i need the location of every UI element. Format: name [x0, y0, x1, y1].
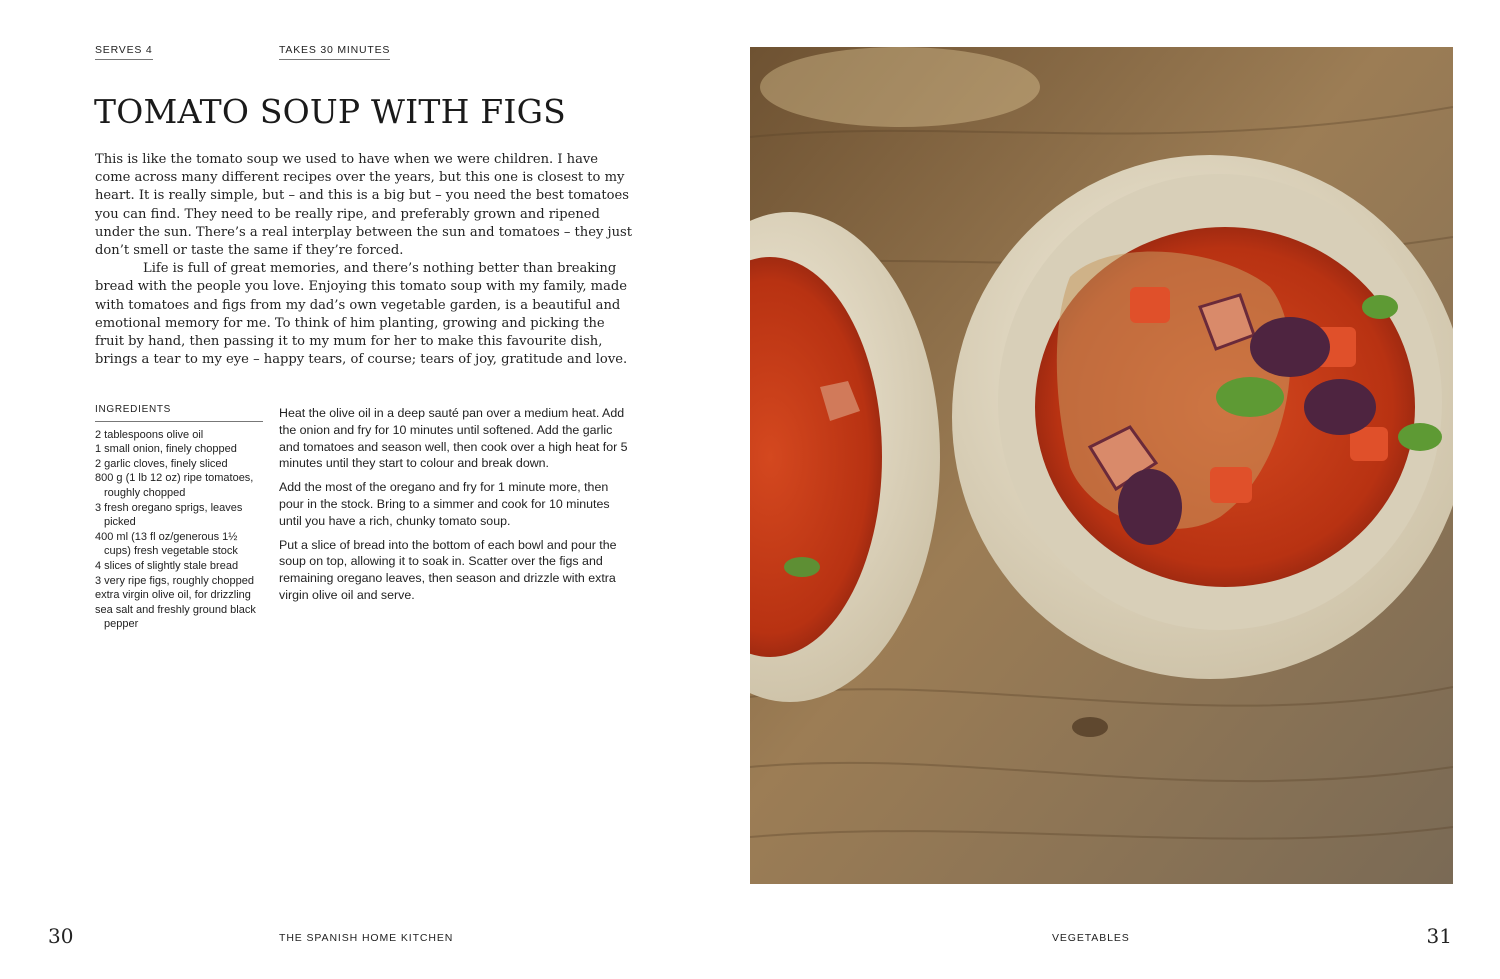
- running-book-title: THE SPANISH HOME KITCHEN: [279, 932, 454, 944]
- ingredient-item: 4 slices of slightly stale bread: [95, 559, 239, 572]
- ingredient-item: 3 very ripe figs, roughly chopped: [95, 574, 254, 587]
- ingredient-item: 1 small onion, finely chopped: [95, 443, 237, 456]
- page-number-left: 30: [48, 924, 74, 948]
- ingredient-item: 2 garlic cloves, finely sliced: [95, 457, 228, 470]
- running-section-title: VEGETABLES: [1052, 932, 1130, 944]
- ingredient-item: 400 ml (13 fl oz/generous 1½ cups) fresh vegetable stock: [95, 530, 238, 558]
- page-number-right: 31: [1426, 924, 1452, 948]
- soup-photo: [750, 47, 1453, 884]
- ingredient-item: extra virgin olive oil, for drizzling: [95, 589, 251, 602]
- ingredients-heading: INGREDIENTS: [95, 403, 263, 422]
- ingredients-section: [95, 403, 263, 632]
- soup-photo-illustration: [750, 47, 1453, 884]
- method-step: Heat the olive oil in a deep sauté pan over a medium heat. Add the onion and fry for 10 minutes until softened. Add the garlic and tomatoes and season well, then cook over a high heat for 5 minutes until they start to colour and break down.: [279, 406, 628, 471]
- ingredient-item: 3 fresh oregano sprigs, leaves picked: [95, 501, 243, 529]
- method-step: Add the most of the oregano and fry for 1 minute more, then pour in the stock. Bring to a simmer and cook for 10 minutes until you have a rich, chunky tomato soup.: [279, 480, 610, 528]
- intro-paragraph: Life is full of great memories, and there’s nothing better than breaking bread with the people you love. Enjoying this tomato soup with my family, made with tomatoes and figs from my dad’s own vegetable garden, is a beautiful and emotional memory for me. To think of him planting, growing and picking the fruit by hand, then passing it to my mum for her to make this favourite dish, brings a tear to my eye – happy tears, of course; tears of joy, gratitude and love.: [95, 261, 628, 368]
- method-step: Put a slice of bread into the bottom of each bowl and pour the soup on top, allowing it to soak in. Scatter over the figs and remaining oregano leaves, then season and drizzle with extra virgin olive oil and serve.: [279, 537, 617, 602]
- ingredient-item: sea salt and freshly ground black pepper: [95, 603, 256, 631]
- method-section: [279, 405, 631, 611]
- intro-text: [95, 151, 635, 369]
- ingredients-list: [95, 428, 263, 632]
- ingredient-item: 800 g (1 lb 12 oz) ripe tomatoes, roughly chopped: [95, 472, 254, 499]
- ingredient-item: 2 tablespoons olive oil: [95, 428, 204, 441]
- time-label: TAKES 30 MINUTES: [279, 44, 390, 60]
- intro-paragraph: This is like the tomato soup we used to have when we were children. I have come across many different recipes over the years, but this one is closest to my heart. It is really simple, but – and this is a big but – you need the best tomatoes you can find. They need to be really ripe, and preferably grown and ripened under the sun. There’s a real interplay between the sun and tomatoes – they just don’t smell or taste the same if they’re forced.: [95, 152, 633, 259]
- serves-label: SERVES 4: [95, 44, 153, 60]
- recipe-title: TOMATO SOUP WITH FIGS: [94, 92, 566, 131]
